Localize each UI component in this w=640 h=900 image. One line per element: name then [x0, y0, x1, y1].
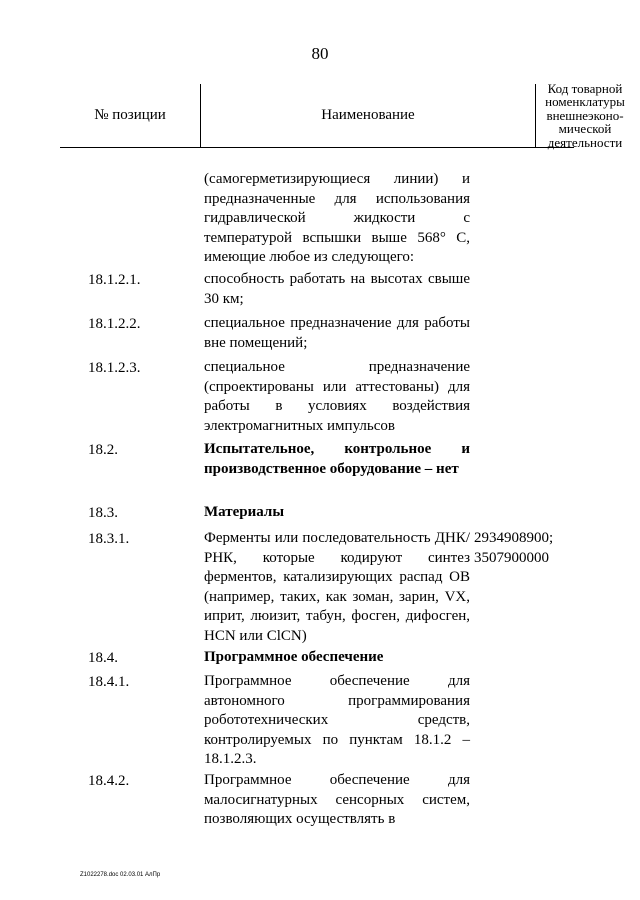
tn-ved-code: [474, 529, 553, 568]
position-number: 18.4.1.: [88, 674, 130, 690]
item-text: способность работать на высотах свыше 30 км;: [204, 271, 470, 307]
section-heading: Материалы: [204, 504, 285, 520]
document-footer: Z1022278.doc 02.03.01 АлПр: [80, 872, 161, 878]
section-heading: Программное обеспечение: [204, 649, 384, 665]
table-header: [60, 80, 625, 150]
header-position: № позиции: [94, 107, 166, 123]
position-number: 18.4.: [88, 650, 118, 666]
item-text: Программное обеспечение для малосигнатурных сенсорных систем, позволяющих осуществлять в: [204, 772, 470, 828]
header-name: Наименование: [200, 84, 536, 147]
header-code-line: деятельности: [547, 134, 623, 150]
code-value: 2934908900;: [474, 530, 554, 546]
section-heading: Испытательное, контрольное и производственное оборудование – нет: [204, 441, 470, 477]
position-number: 18.4.2.: [88, 773, 130, 789]
position-number: 18.2.: [88, 442, 118, 458]
item-text: Программное обеспечение для автономного программирования робототехнических средств, контролируемых по пунктам 18.1.2 – 18.1.2.3.: [204, 673, 470, 768]
code-value: 3507900000: [474, 549, 549, 566]
position-number: 18.1.2.2.: [88, 316, 141, 332]
position-number: 18.3.: [88, 505, 118, 521]
header-code-line: внешнеэконо-: [546, 107, 624, 123]
header-code-line: номенклатуры: [545, 94, 625, 110]
position-number: 18.1.2.3.: [88, 360, 141, 376]
header-code-line: мической: [558, 121, 612, 137]
position-number: 18.3.1.: [88, 531, 130, 547]
page-number: 80: [311, 44, 329, 63]
header-code: [535, 80, 635, 150]
item-text: специальное предназначение для работы вне помещений;: [204, 315, 470, 351]
header-code-line: Код товарной: [547, 80, 623, 96]
item-text: специальное предназначение (спроектированы или аттестованы) для работы в условиях воздействия электромагнитных импульсов: [204, 359, 470, 434]
position-number: 18.1.2.1.: [88, 272, 141, 288]
item-text: Ферменты или последовательность ДНК/РНК, которые кодируют синтез ферментов, катализирующих распад ОВ (например, таких, как зоман, зарин, VX, иприт, люизит, табун, фосген, дифосген, HCN или ClCN): [204, 530, 470, 644]
item-text: (самогерметизирующиеся линии) и предназначенные для использования гидравлической жидкости с температурой вспышки выше 568° С, имеющие любое из следующего:: [204, 171, 470, 266]
